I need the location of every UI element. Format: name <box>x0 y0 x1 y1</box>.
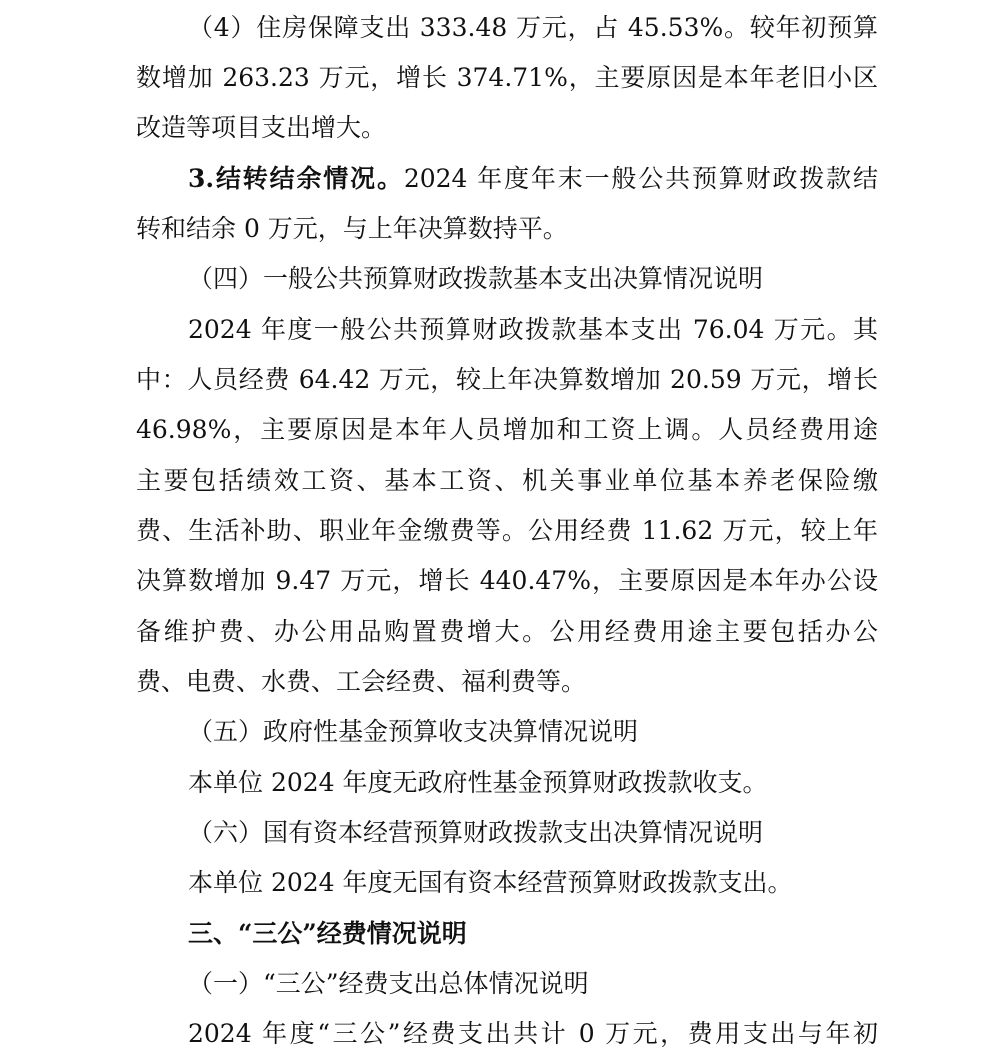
line-text: 本单位 2024 年度无政府性基金预算财政拨款收支。 <box>188 768 768 797</box>
line-text: 三、“三公”经费情况说明 <box>188 919 467 948</box>
line-text: 数增加 263.23 万元，增长 374.71%，主要原因是本年老旧小区 <box>136 63 878 92</box>
section-heading <box>136 908 878 960</box>
line-text: 决算数增加 9.47 万元，增长 440.47%，主要原因是本年办公设 <box>136 566 878 595</box>
line-text: 中：人员经费 64.42 万元，较上年决算数增加 20.59 万元，增长 <box>136 365 878 394</box>
line-text: 转和结余 0 万元，与上年决算数持平。 <box>136 214 568 243</box>
section-heading <box>136 706 878 758</box>
line-text: （4）住房保障支出 333.48 万元，占 45.53%。较年初预算 <box>188 13 878 42</box>
paragraph-line <box>136 455 878 507</box>
section-heading <box>136 958 878 1010</box>
line-text: 备维护费、办公用品购置费增大。公用经费用途主要包括办公 <box>136 617 878 646</box>
line-text: 费、电费、水费、工会经费、福利费等。 <box>136 667 587 696</box>
line-text: 改造等项目支出增大。 <box>136 113 387 142</box>
paragraph-line <box>136 505 878 557</box>
paragraph-line <box>136 203 878 255</box>
paragraph-line <box>136 1008 878 1060</box>
section-heading <box>136 253 878 305</box>
paragraph-line <box>136 757 878 809</box>
line-text: 本单位 2024 年度无国有资本经营预算财政拨款支出。 <box>188 868 793 897</box>
paragraph-line <box>136 304 878 356</box>
line-text: 2024 年度年末一般公共预算财政拨款结 <box>403 164 878 193</box>
paragraph-line <box>136 354 878 406</box>
paragraph-line <box>136 606 878 658</box>
paragraph-line <box>136 404 878 456</box>
paragraph-line <box>136 857 878 909</box>
line-text: 费、生活补助、职业年金缴费等。公用经费 11.62 万元，较上年 <box>136 516 878 545</box>
paragraph-line <box>136 52 878 104</box>
line-text: 2024 年度一般公共预算财政拨款基本支出 76.04 万元。其 <box>188 315 878 344</box>
line-text: （六）国有资本经营预算财政拨款支出决算情况说明 <box>188 818 764 847</box>
paragraph-line <box>136 656 878 708</box>
paragraph-line <box>136 2 878 54</box>
paragraph-line <box>136 153 878 205</box>
line-text: 2024 年度“三公”经费支出共计 0 万元，费用支出与年初 <box>188 1019 878 1048</box>
section-heading-inline: 3.结转结余情况。 <box>188 164 404 193</box>
line-text: 主要包括绩效工资、基本工资、机关事业单位基本养老保险缴 <box>136 466 878 495</box>
line-text: 46.98%，主要原因是本年人员增加和工资上调。人员经费用途 <box>136 415 878 444</box>
line-text: （四）一般公共预算财政拨款基本支出决算情况说明 <box>188 264 764 293</box>
paragraph-line <box>136 555 878 607</box>
paragraph-line <box>136 102 878 154</box>
line-text: （五）政府性基金预算收支决算情况说明 <box>188 717 639 746</box>
section-heading <box>136 807 878 859</box>
line-text: （一）“三公”经费支出总体情况说明 <box>188 969 589 998</box>
